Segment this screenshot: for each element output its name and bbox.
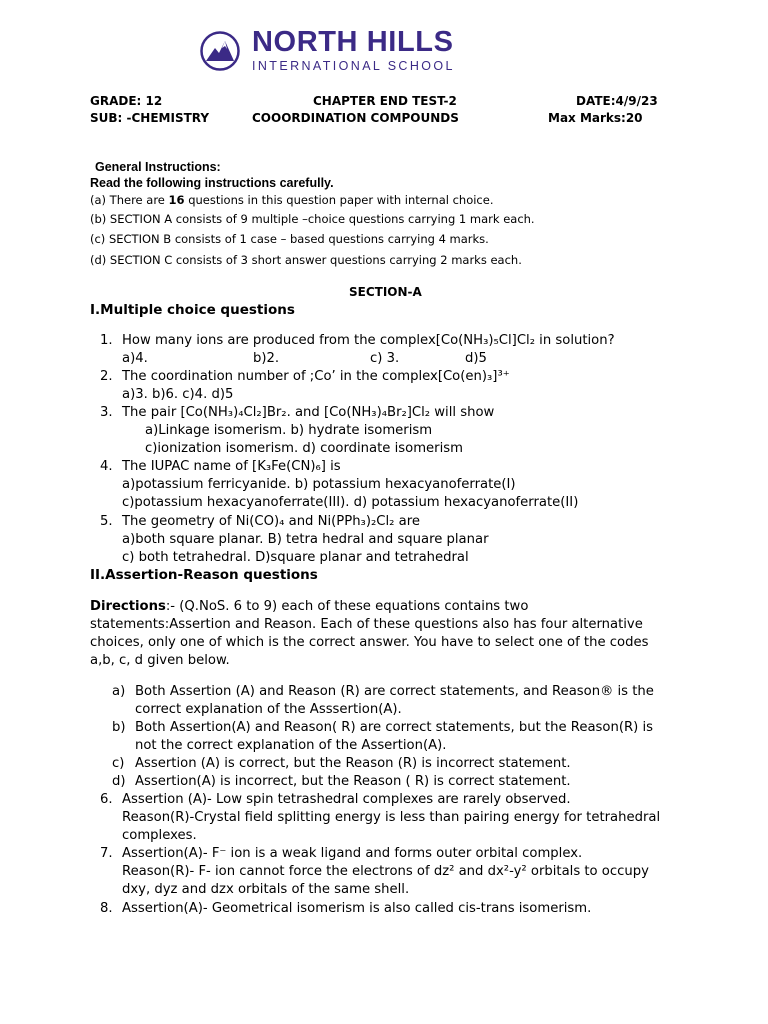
code-label: d) [112, 774, 126, 789]
options-line: c)ionization isomerism. d) coordinate isomerism [145, 441, 463, 456]
question-number: 3. [100, 405, 113, 420]
code-text: correct explanation of the Asssertion(A). [135, 702, 402, 717]
options-line: c)potassium hexacyanoferrate(III). d) potassium hexacyanoferrate(II) [122, 495, 579, 510]
question-number: 8. [100, 901, 113, 916]
instruction-a: (a) There are 16 questions in this question paper with internal choice. [90, 193, 494, 207]
code-text: Both Assertion (A) and Reason (R) are correct statements, and Reason® is the [135, 684, 654, 699]
option-d: d)5 [465, 351, 487, 366]
instruction-d: (d) SECTION C consists of 3 short answer questions carrying 2 marks each. [90, 253, 522, 267]
chapter-title: COOORDINATION COMPOUNDS [252, 111, 459, 125]
question-text: The IUPAC name of [K₃Fe(CN)₆] is [122, 459, 341, 474]
subject-label: SUB: -CHEMISTRY [90, 111, 210, 125]
option-a: a)4. [122, 351, 148, 366]
code-text: not the correct explanation of the Assertion(A). [135, 738, 447, 753]
school-logo [200, 28, 455, 74]
options-line: c) both tetrahedral. D)square planar and tetrahedral [122, 550, 469, 565]
options-line: a)3. b)6. c)4. d)5 [122, 387, 234, 402]
question-text: How many ions are produced from the complex[Co(NH₃)₅Cl]Cl₂ in solution? [122, 333, 615, 348]
directions-line: choices, only one of which is the correct answer. You have to select one of the codes [90, 635, 649, 650]
question-text: complexes. [122, 828, 197, 843]
question-text: The geometry of Ni(CO)₄ and Ni(PPh₃)₂Cl₂ are [122, 514, 420, 529]
school-name: NORTH HILLS [252, 26, 454, 58]
instruction-b: (b) SECTION A consists of 9 multiple –choice questions carrying 1 mark each. [90, 212, 535, 226]
question-number: 1. [100, 333, 113, 348]
options-line: a)both square planar. B) tetra hedral and square planar [122, 532, 489, 547]
question-text: Assertion(A)- F⁻ ion is a weak ligand and forms outer orbital complex. [122, 846, 583, 861]
question-number: 6. [100, 792, 113, 807]
code-text: Both Assertion(A) and Reason( R) are correct statements, but the Reason(R) is [135, 720, 654, 735]
question-number: 5. [100, 514, 113, 529]
option-c: c) 3. [370, 351, 400, 366]
question-text: Assertion(A)- Geometrical isomerism is also called cis-trans isomerism. [122, 901, 592, 916]
test-date: DATE:4/9/23 [576, 94, 658, 108]
instructions-subtitle: Read the following instructions carefully. [90, 176, 334, 190]
code-label: c) [112, 756, 125, 771]
mountain-logo-icon [200, 31, 240, 71]
instructions-title: General Instructions: [95, 160, 221, 174]
code-label: b) [112, 720, 126, 735]
assertion-reason-heading: II.Assertion-Reason questions [90, 567, 318, 583]
question-text: Assertion (A)- Low spin tetrashedral complexes are rarely observed. [122, 792, 571, 807]
question-number: 4. [100, 459, 113, 474]
options-line: a)Linkage isomerism. b) hydrate isomerism [145, 423, 433, 438]
question-text: Reason(R)- F- ion cannot force the electrons of dz² and dx²-y² orbitals to occupy [122, 864, 649, 879]
directions-line: Directions:- (Q.NoS. 6 to 9) each of these equations contains two [90, 599, 529, 614]
option-b: b)2. [253, 351, 280, 366]
directions-line: statements:Assertion and Reason. Each of these questions also has four alternative [90, 617, 643, 632]
code-label: a) [112, 684, 126, 699]
test-title: CHAPTER END TEST-2 [313, 94, 457, 108]
instruction-c: (c) SECTION B consists of 1 case – based questions carrying 4 marks. [90, 232, 489, 246]
question-number: 7. [100, 846, 113, 861]
code-text: Assertion (A) is correct, but the Reason (R) is incorrect statement. [135, 756, 571, 771]
section-a-heading: SECTION-A [349, 285, 422, 299]
directions-line: a,b, c, d given below. [90, 653, 230, 668]
question-text: The coordination number of ;Co’ in the complex[Co(en)₃]³⁺ [122, 369, 510, 384]
code-text: Assertion(A) is incorrect, but the Reason ( R) is correct statement. [135, 774, 571, 789]
max-marks: Max Marks:20 [548, 111, 643, 125]
question-text: Reason(R)-Crystal field splitting energy is less than pairing energy for tetrahedral [122, 810, 661, 825]
question-text: The pair [Co(NH₃)₄Cl₂]Br₂. and [Co(NH₃)₄Br₂]Cl₂ will show [122, 405, 495, 420]
mcq-heading: I.Multiple choice questions [90, 302, 295, 318]
options-line: a)potassium ferricyanide. b) potassium hexacyanoferrate(I) [122, 477, 516, 492]
school-subtitle: INTERNATIONAL SCHOOL [252, 59, 455, 73]
question-number: 2. [100, 369, 113, 384]
question-text: dxy, dyz and dzx orbitals of the same shell. [122, 882, 410, 897]
grade-label: GRADE: 12 [90, 94, 163, 108]
